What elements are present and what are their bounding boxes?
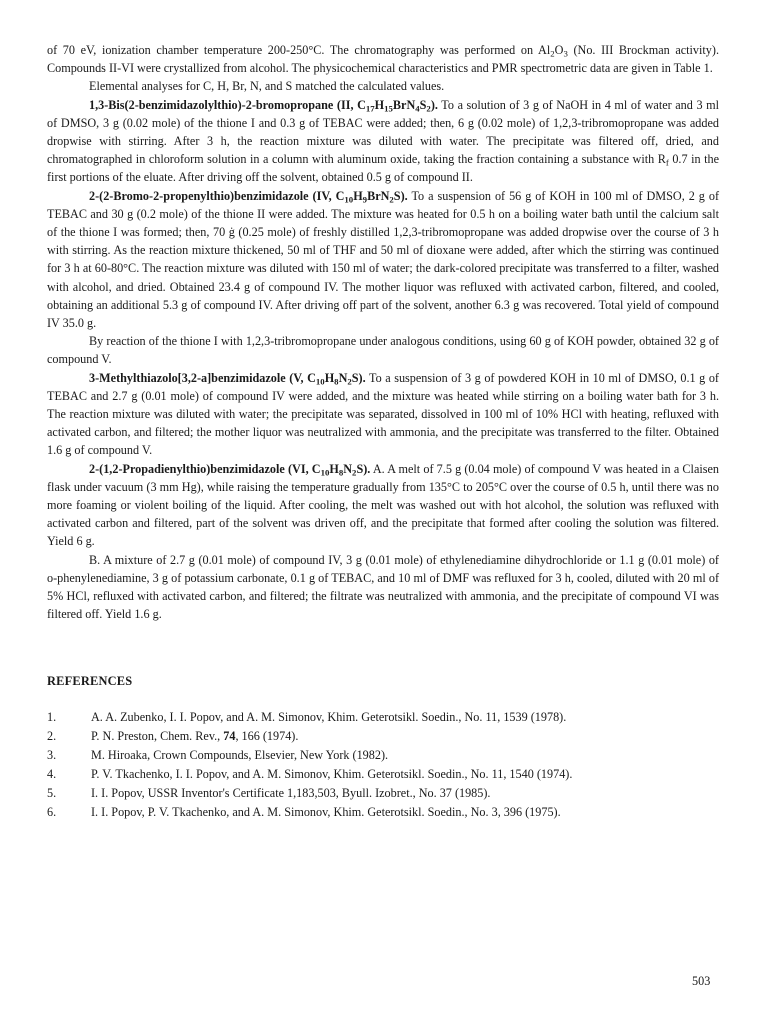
reference-text: I. I. Popov, USSR Inventor's Certificate 1,183,503, Byull. Izobret., No. 37 (1985). <box>91 786 491 800</box>
paragraph-elemental-analyses <box>47 77 719 95</box>
subscript: 2 <box>352 467 357 478</box>
formula-part: H <box>353 188 363 203</box>
formula-part: S <box>419 97 427 112</box>
page-number: 503 <box>692 974 711 988</box>
reference-number: 4. <box>47 767 57 781</box>
paragraph-text: B. A mixture of 2.7 g (0.01 mole) of compound IV, 3 g (0.01 mole) of ethylenediamine dihydrochloride or 1.1 g (0.01 mole) of o-phenylenediamine, 3 g of potassium carbonate, 0.1 g of TEBAC, and 10 ml of DMF was refluxed for 3 h, cooled, diluted with 20 ml of 5% HCl, refluxed with activated carbon, and filtered; the filtrate was neutralized with ammonia, and the precipitate of compound VI was filtered off. Yield 1.6 g. <box>47 552 719 622</box>
subscript: 2 <box>347 376 352 387</box>
subscript: 3 <box>563 48 568 59</box>
reference-number: 3. <box>47 748 57 762</box>
reference-number: 1. <box>47 710 57 724</box>
subscript: 10 <box>320 467 330 478</box>
reference-item <box>47 708 719 727</box>
paragraph-text: 0.7 in the first portions of the eluate. After driving off the solvent, obtained 0.5 g of compound II. <box>47 152 719 185</box>
formula-part: BrN <box>392 97 416 112</box>
formula-part: BrN <box>367 188 390 203</box>
paragraph-text: of 70 eV, ionization chamber temperature 200-250°C. The chromatography was performed on Al <box>47 43 551 57</box>
subscript: 2 <box>550 48 555 59</box>
reference-item <box>47 803 719 822</box>
subscript: 2 <box>389 194 394 205</box>
reference-item <box>47 765 719 784</box>
heading-text: 2-(2-Bromo-2-propenylthio)benzimidazole (IV, C <box>89 188 345 203</box>
compound-heading <box>89 462 370 476</box>
paragraph-text: A. A melt of 7.5 g (0.04 mole) of compound V was heated in a Claisen flask under vacuum (3 mm Hg), while raising the temperature gradually from 135°C to 205°C over the course of 0.5 h, until there was no more foaming or violent boiling of the liquid. After cooling, the melt was washed out with hot alcohol, the solution was refluxed with activated carbon and filtered, part of the solvent was driven off, and the precipitate that formed after cooling the solution was filtered. Yield 6 g. <box>47 461 719 549</box>
paragraph-text: To a solution of 3 g of NaOH in 4 ml of water and 3 ml of DMSO, 3 g (0.02 mole) of the thione I and 0.3 g of TEBAC were added; then, 6 g (0.02 mole) of 1,2,3-tribromopropane was added dropwise with stirring. After 3 h, the reaction mixture was diluted with water. The precipitate was filtered off, dried, and chromatographed in chloroform solution in a column with aluminum oxide, taking the fraction containing a substance with R <box>47 97 719 167</box>
heading-text: 3-Methylthiazolo[3,2-a]benzimidazole (V, C <box>89 370 316 385</box>
reference-text <box>91 727 719 746</box>
subscript: 8 <box>338 467 344 478</box>
article-body <box>47 41 719 624</box>
subscript: 10 <box>315 376 325 387</box>
formula-part: H <box>324 370 335 385</box>
formula-part: N <box>343 461 353 476</box>
paragraph-compound-IV <box>47 187 719 333</box>
paragraph-methods-tail <box>47 41 719 77</box>
formula-part: O <box>554 43 564 57</box>
subscript: 8 <box>334 376 339 387</box>
heading-text: 2-(1,2-Propadienylthio)benzimidazole (VI, C <box>89 461 321 476</box>
compound-heading <box>89 371 366 385</box>
reference-item <box>47 727 719 746</box>
paragraph-analogous-reaction <box>47 332 719 368</box>
paragraph-text: To a suspension of 3 g of powdered KOH in 10 ml of DMSO, 0.1 g of TEBAC and 2.7 g (0.01 mole) of compound IV were added, and the mixture was heated while stirring on a boiling water bath for 3 h. The reaction mixture was diluted with water; the precipitate was separated, dissolved in 100 ml of 10% HCl with heating, refluxed with activated carbon, and filtered; the mother liquor was neutralized with ammonia, and the precipitate was transferred to the filter. Obtained 1.6 g of compound V. <box>47 370 719 458</box>
subscript: 10 <box>344 194 354 205</box>
reference-text: I. I. Popov, P. V. Tkachenko, and A. M. Simonov, Khim. Geterotsikl. Soedin., No. 3, 396 (1975). <box>91 805 561 819</box>
subscript: 2 <box>426 103 431 114</box>
reference-text-part: P. N. Preston, Chem. Rev., <box>91 729 224 743</box>
compound-heading <box>89 98 438 112</box>
paragraph-text: (No. III Brockman activity). Compounds II-VI were crystallized from alcohol. The physicochemical characteristics and PMR spectrometric data are given in Table 1. <box>47 43 719 76</box>
references-heading: REFERENCES <box>47 674 133 688</box>
paragraph-compound-VI <box>47 460 719 551</box>
subscript: 4 <box>415 103 420 114</box>
reference-text: P. V. Tkachenko, I. I. Popov, and A. M. Simonov, Khim. Geterotsikl. Soedin., No. 11, 1540 (1974). <box>91 767 573 781</box>
paragraph-text: By reaction of the thione I with 1,2,3-tribromopropane under analogous conditions, using 60 g of KOH powder, obtained 32 g of compound V. <box>47 334 719 367</box>
paragraph-method-b <box>47 551 719 624</box>
references-list <box>47 708 719 822</box>
formula-part: H <box>329 461 339 476</box>
reference-text-part: , 166 (1974). <box>235 729 299 743</box>
paragraph-compound-II <box>47 96 719 187</box>
reference-number: 2. <box>47 729 57 743</box>
formula-part: N <box>338 370 348 385</box>
reference-text: M. Hiroaka, Crown Compounds, Elsevier, New York (1982). <box>91 748 389 762</box>
heading-text: 1,3-Bis(2-benzimidazolylthio)-2-bromopropane (II, C <box>89 97 366 112</box>
reference-number: 6. <box>47 805 57 819</box>
subscript: 17 <box>365 103 375 114</box>
reference-item <box>47 784 719 803</box>
paragraph-compound-V <box>47 369 719 460</box>
paragraph-text: Elemental analyses for C, H, Br, N, and S matched the calculated values. <box>89 79 445 94</box>
reference-number: 5. <box>47 786 57 800</box>
formula-part: H <box>374 97 385 112</box>
reference-text: A. A. Zubenko, I. I. Popov, and A. M. Simonov, Khim. Geterotsikl. Soedin., No. 11, 1539 (1978). <box>91 710 567 724</box>
reference-item <box>47 746 719 765</box>
compound-heading <box>89 189 408 203</box>
heading-text: S). <box>356 461 371 476</box>
subscript: f <box>665 157 669 168</box>
paragraph-text: To a suspension of 56 g of KOH in 100 ml of DMSO, 2 g of TEBAC and 30 g (0.2 mole) of the thione II were added. The mixture was heated for 0.5 h on a boiling water bath until the calcium salt of the thione I was formed; then, 70 ġ (0.25 mole) of freshly distilled 1,2,3-tribromopropane was added dropwise over the course of 3 h with stirring. As the reaction mixture thickened, 50 ml of THF and 50 ml of dioxane were added, after which the stirring was continued for 3 h at 60-80°C. The reaction mixture was diluted with 150 ml of water; the dark-colored precipitate was transferred to a filter, washed with alcohol, and dried. Obtained 23.4 g of compound IV. The mother liquor was refluxed with activated carbon, filtered, and cooled, obtaining an additional 5.3 g of compound IV. After driving off part of the solvent, another 6.3 g was recovered. Total yield of compound IV 35.0 g. <box>47 188 719 331</box>
subscript: 9 <box>362 194 368 205</box>
heading-text: S). <box>351 370 366 385</box>
heading-text: ). <box>430 97 438 112</box>
heading-text: S). <box>393 188 408 203</box>
reference-volume: 74 <box>223 729 236 743</box>
subscript: 15 <box>384 103 393 114</box>
